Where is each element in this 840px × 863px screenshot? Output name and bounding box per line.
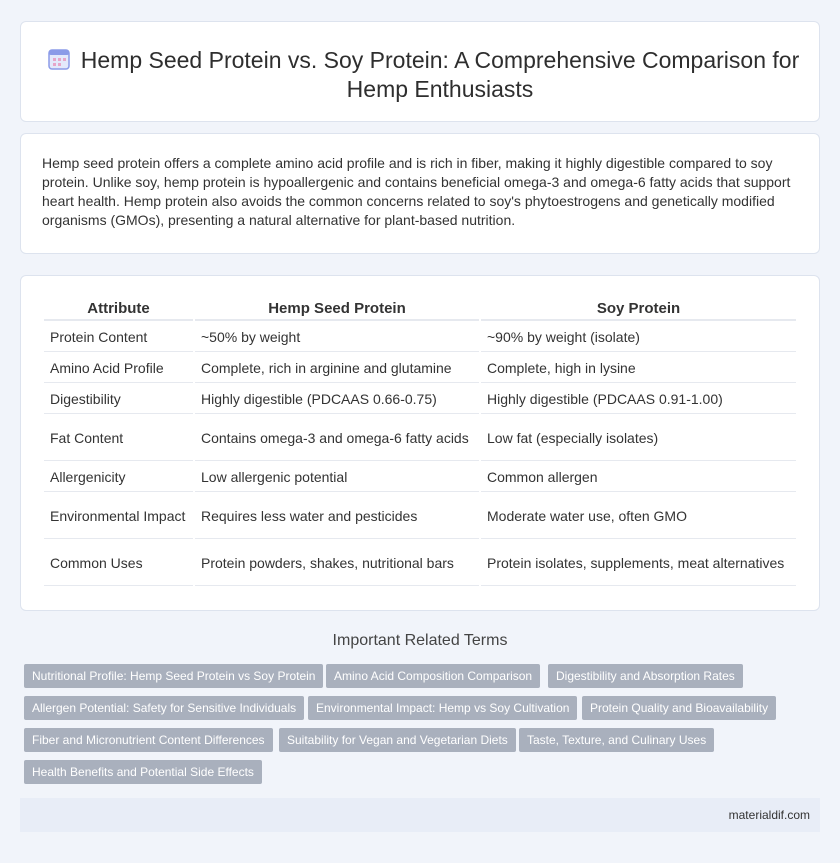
soy-cell: Highly digestible (PDCAAS 0.91-1.00) [481,385,796,414]
table-row [44,463,796,492]
footer [20,798,820,832]
related-term-tag[interactable]: Protein Quality and Bioavailability [582,696,776,720]
hemp-cell: Requires less water and pesticides [195,494,479,539]
hemp-cell: Contains omega-3 and omega-6 fatty acids [195,416,479,461]
related-term-tag[interactable]: Digestibility and Absorption Rates [548,664,743,688]
related-term-tag[interactable]: Fiber and Micronutrient Content Differences [24,728,273,752]
soy-cell: Low fat (especially isolates) [481,416,796,461]
table-header-row [44,296,796,321]
attribute-cell: Common Uses [44,541,193,586]
hemp-cell: Protein powders, shakes, nutritional bars [195,541,479,586]
header-attribute: Attribute [44,296,193,321]
soy-cell: Protein isolates, supplements, meat alternatives [481,541,796,586]
table-row [44,354,796,383]
attribute-cell: Environmental Impact [44,494,193,539]
attribute-cell: Digestibility [44,385,193,414]
hemp-cell: ~50% by weight [195,323,479,352]
header-hemp: Hemp Seed Protein [195,296,479,321]
related-term-tag[interactable]: Taste, Texture, and Culinary Uses [519,728,714,752]
intro-card [20,133,820,254]
related-terms-title: Important Related Terms [332,632,508,649]
footer-site-link[interactable]: materialdif.com [728,808,810,822]
table-row [44,385,796,414]
header-card [20,21,820,122]
comparison-table [42,294,798,588]
attribute-cell: Amino Acid Profile [44,354,193,383]
hemp-cell: Complete, rich in arginine and glutamine [195,354,479,383]
related-term-tag[interactable]: Health Benefits and Potential Side Effects [24,760,262,784]
header-soy: Soy Protein [481,296,796,321]
related-term-tag[interactable]: Environmental Impact: Hemp vs Soy Cultivation [308,696,577,720]
table-row [44,416,796,461]
soy-cell: Complete, high in lysine [481,354,796,383]
hemp-cell: Low allergenic potential [195,463,479,492]
related-term-tag[interactable]: Amino Acid Composition Comparison [326,664,540,688]
related-term-tag[interactable]: Suitability for Vegan and Vegetarian Diets [279,728,516,752]
attribute-cell: Protein Content [44,323,193,352]
attribute-cell: Fat Content [44,416,193,461]
intro-paragraph: Hemp seed protein offers a complete amino acid profile and is rich in fiber, making it highly digestible compared to soy protein. Unlike soy, hemp protein is hypoallergenic and contains beneficial omega-3 and omega-6 fatty acids that support heart health. Hemp protein also avoids the common concerns related to soy's phytoestrogens and genetically modified organisms (GMOs), presenting a natural alternative for plant-based nutrition. [42,155,791,228]
table-row [44,541,796,586]
table-row [44,323,796,352]
attribute-cell: Allergenicity [44,463,193,492]
related-term-tag[interactable]: Allergen Potential: Safety for Sensitive Individuals [24,696,304,720]
soy-cell: Common allergen [481,463,796,492]
hemp-cell: Highly digestible (PDCAAS 0.66-0.75) [195,385,479,414]
related-term-tag[interactable]: Nutritional Profile: Hemp Seed Protein vs Soy Protein [24,664,323,688]
soy-cell: ~90% by weight (isolate) [481,323,796,352]
soy-cell: Moderate water use, often GMO [481,494,796,539]
comparison-table-card [20,275,820,611]
page-title: Hemp Seed Protein vs. Soy Protein: A Comprehensive Comparison for Hemp Enthusiasts [80,47,800,102]
table-row [44,494,796,539]
